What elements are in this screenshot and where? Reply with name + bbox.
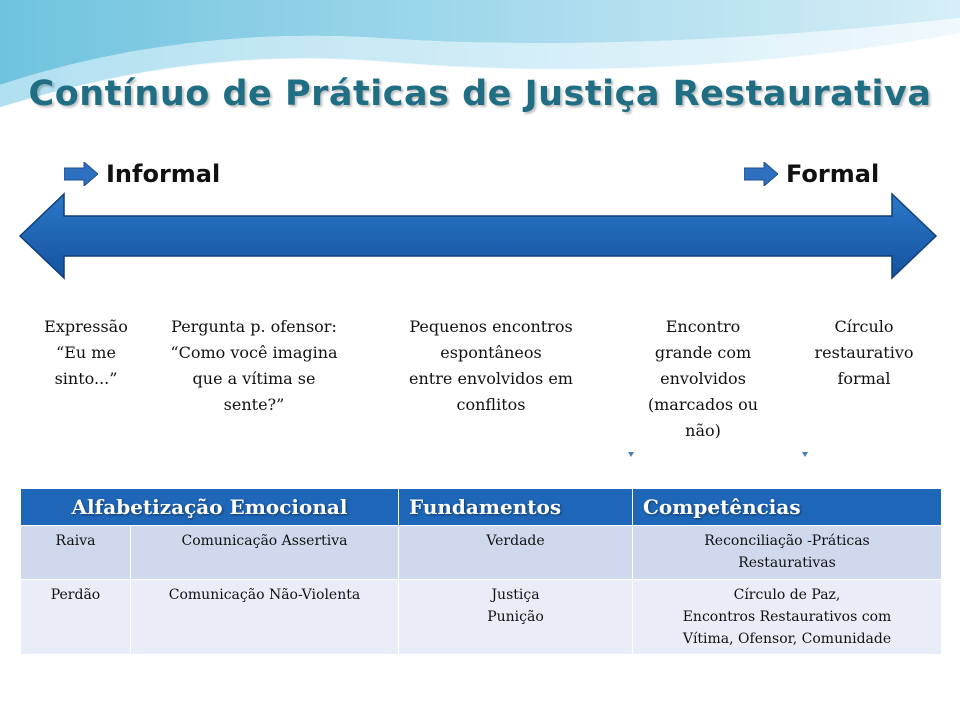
right-arrow-icon [64, 162, 98, 186]
table-cell: Justiça Punição [399, 580, 633, 655]
header-competencias: Competências [633, 489, 942, 526]
stage-pergunta: Pergunta p. ofensor: “Como você imagina que a vítima se sente?” [170, 317, 338, 414]
formal-text: Formal [786, 160, 880, 188]
practices-table [20, 488, 942, 655]
table-cell: Reconciliação -Práticas Restaurativas [633, 526, 942, 580]
table-row [21, 580, 942, 655]
table-cell: Comunicação Não-Violenta [131, 580, 399, 655]
table-cell: Verdade [399, 526, 633, 580]
table-cell: Comunicação Assertiva [131, 526, 399, 580]
stage-circulo: Círculo restaurativo formal [814, 317, 914, 388]
table-cell: Perdão [21, 580, 131, 655]
page-title: Contínuo de Práticas de Justiça Restaurativa [28, 74, 932, 114]
stage-encontro-grande: Encontro grande com envolvidos (marcados ou não) [647, 317, 759, 440]
header-alfabetizacao: Alfabetização Emocional [21, 489, 399, 526]
informal-label [64, 156, 220, 192]
right-arrow-icon [744, 162, 778, 186]
formal-label [744, 156, 879, 192]
header-fundamentos: Fundamentos [399, 489, 633, 526]
table-row [21, 526, 942, 580]
table-cell: Raiva [21, 526, 131, 580]
informal-text: Informal [106, 160, 221, 188]
table-header-row [21, 489, 942, 526]
double-arrow-icon [18, 192, 938, 280]
table-cell: Círculo de Paz, Encontros Restaurativos com Vítima, Ofensor, Comunidade [633, 580, 942, 655]
stage-pequenos-encontros: Pequenos encontros espontâneos entre envolvidos em conflitos [409, 317, 573, 414]
small-marker [628, 452, 634, 457]
small-marker [802, 452, 808, 457]
stage-expressao: Expressão “Eu me sinto...” [44, 317, 128, 388]
